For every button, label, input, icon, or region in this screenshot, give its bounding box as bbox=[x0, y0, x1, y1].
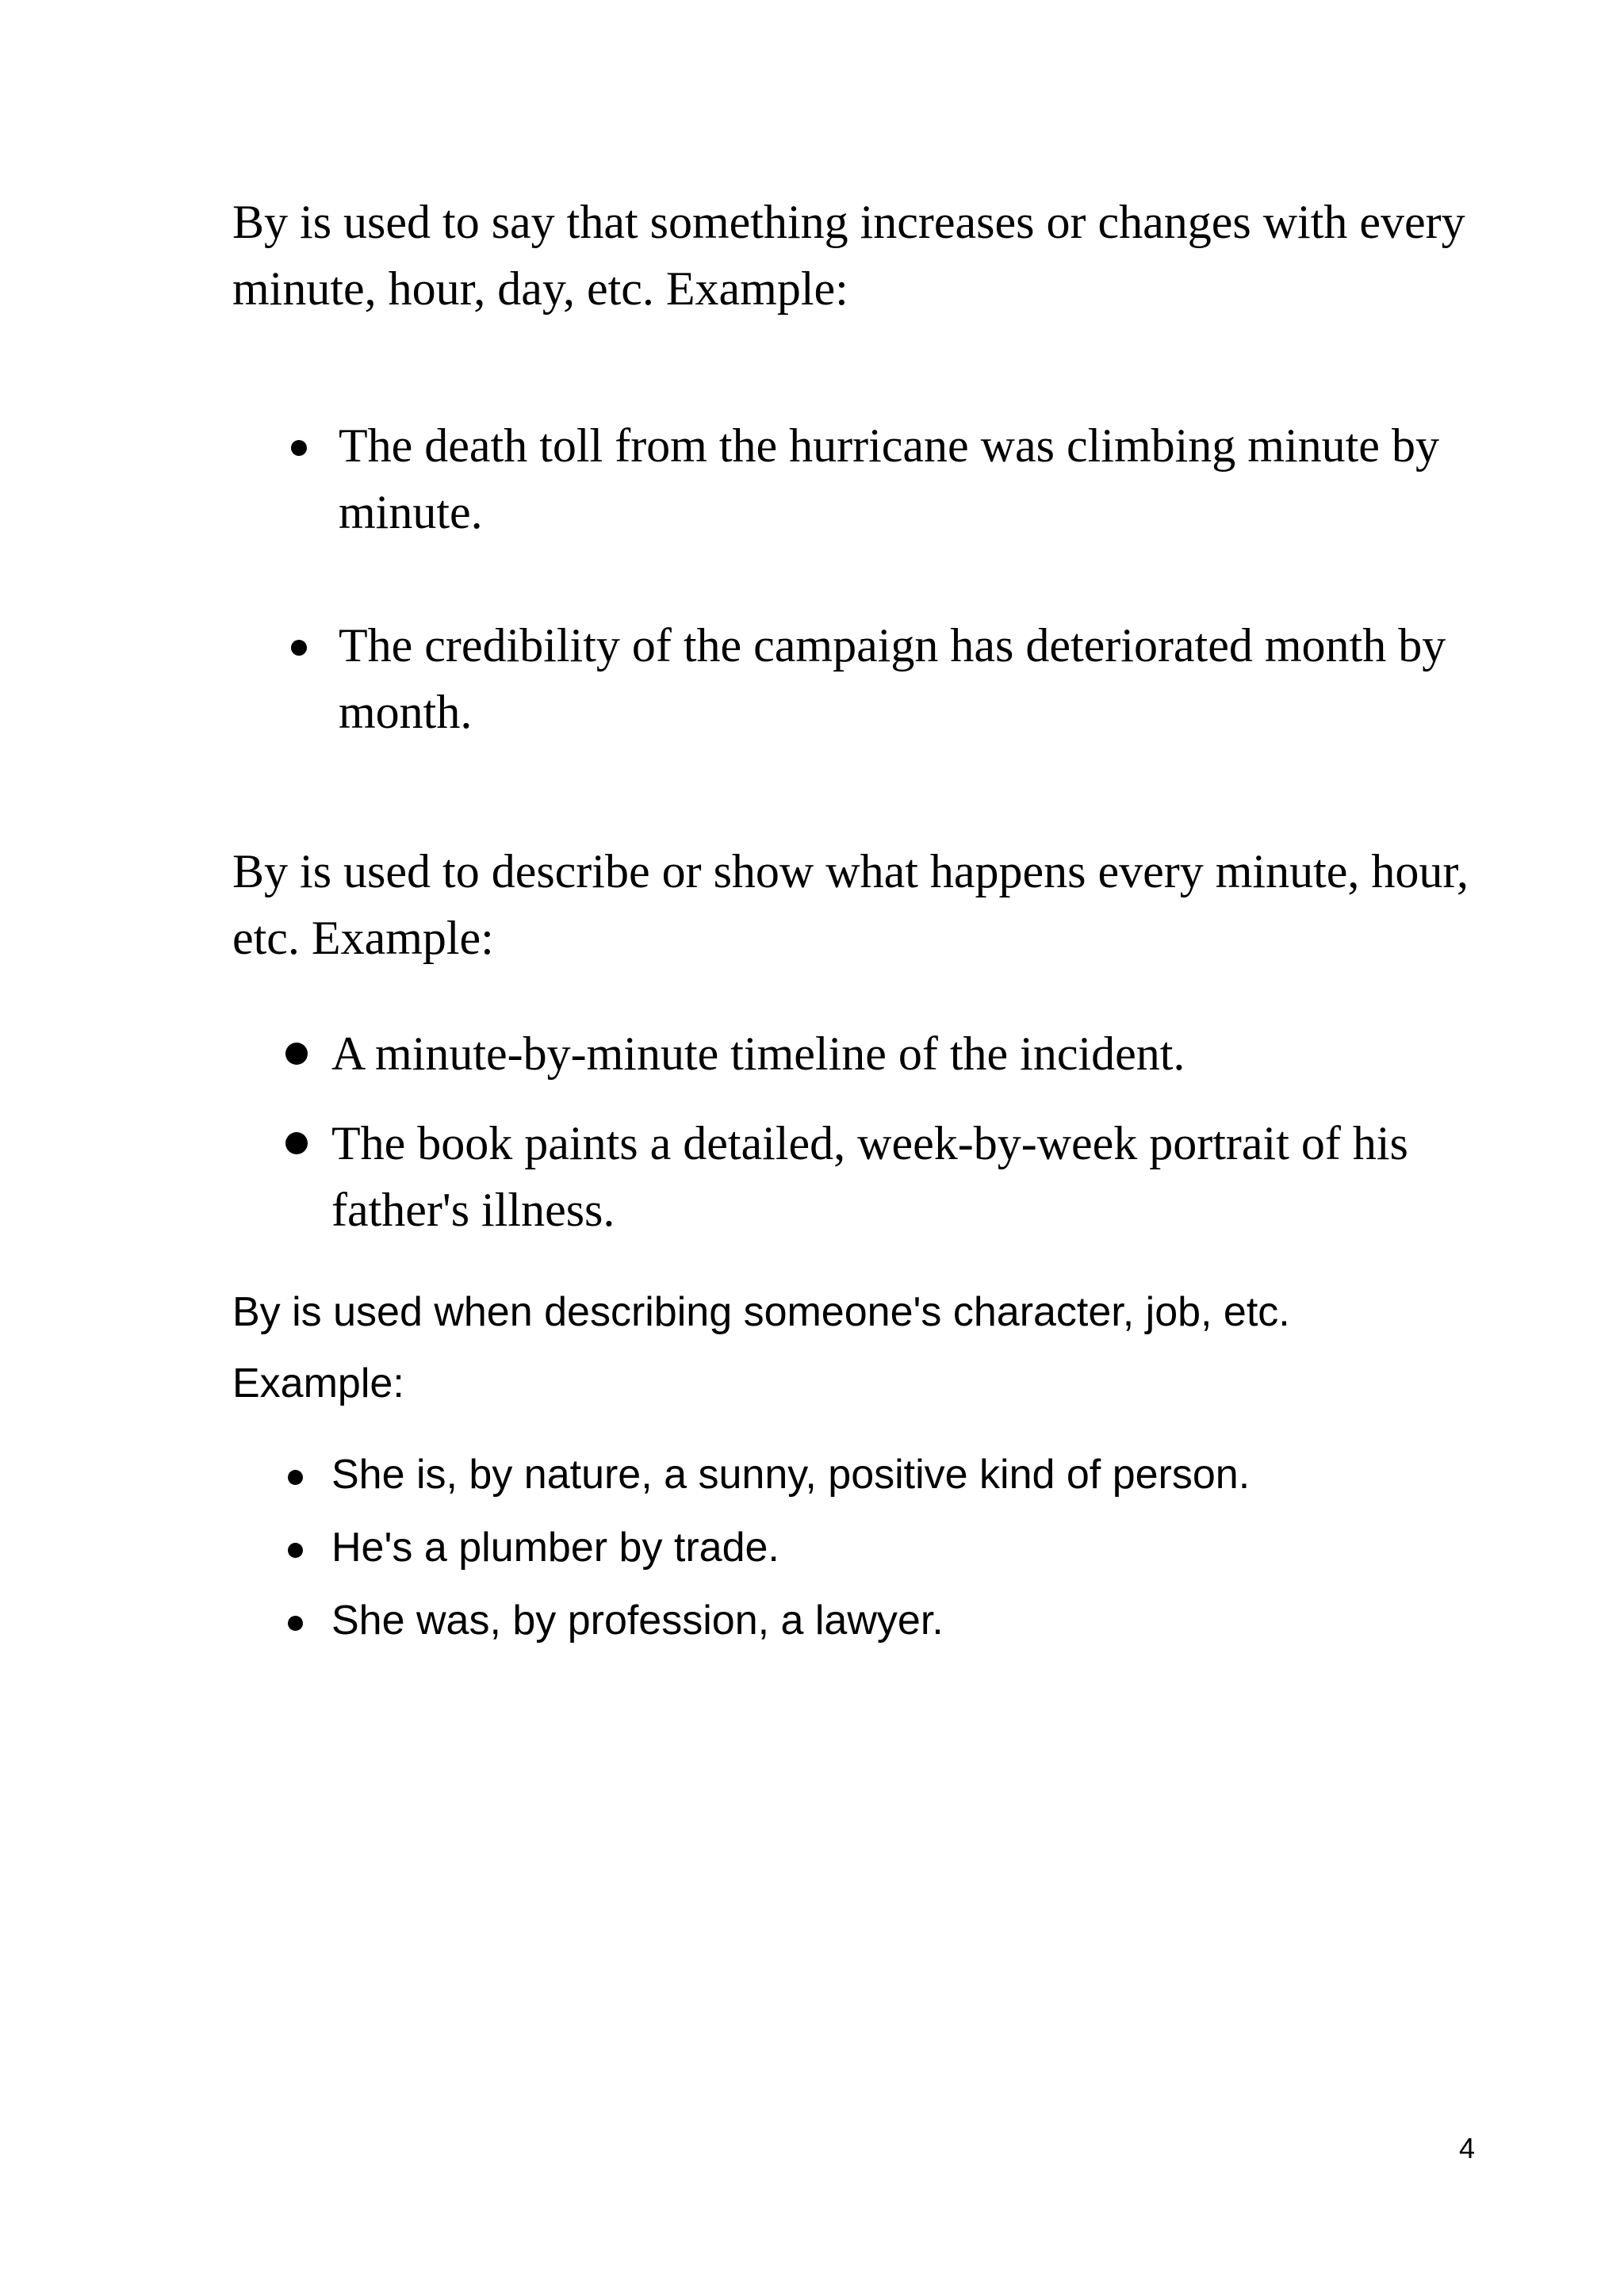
bullet-icon bbox=[291, 640, 307, 656]
list-item bbox=[339, 412, 1473, 545]
example-text: She is, by nature, a sunny, positive kind of person. bbox=[331, 1452, 1251, 1498]
example-text: The book paints a detailed, week-by-week portrait of his father's illness. bbox=[331, 1117, 1408, 1236]
section-2-examples bbox=[331, 1020, 1473, 1243]
section-1-examples bbox=[339, 412, 1473, 745]
page-number: 4 bbox=[1459, 2132, 1476, 2164]
example-text: The death toll from the hurricane was climbing minute by minute. bbox=[339, 419, 1439, 538]
bullet-icon bbox=[285, 1132, 308, 1154]
list-item bbox=[331, 1110, 1473, 1243]
section-1-intro: By is used to say that something increases or changes with every minute, hour, day, etc. Example: bbox=[232, 196, 1465, 315]
bullet-icon bbox=[288, 1543, 303, 1558]
list-item bbox=[331, 1438, 1473, 1511]
bullet-icon bbox=[288, 1470, 303, 1485]
example-text: The credibility of the campaign has deteriorated month by month. bbox=[339, 619, 1446, 738]
example-text: She was, by profession, a lawyer. bbox=[331, 1598, 944, 1644]
bullet-icon bbox=[288, 1616, 303, 1631]
example-text: A minute-by-minute timeline of the incident. bbox=[331, 1027, 1185, 1080]
list-item bbox=[331, 1511, 1473, 1584]
bullet-icon bbox=[285, 1043, 308, 1065]
list-item bbox=[339, 612, 1473, 745]
example-text: He's a plumber by trade. bbox=[331, 1525, 779, 1571]
list-item bbox=[331, 1584, 1473, 1657]
section-3-intro: By is used when describing someone's character, job, etc. Example: bbox=[232, 1289, 1290, 1406]
bullet-icon bbox=[291, 440, 307, 456]
section-2-intro: By is used to describe or show what happens every minute, hour, etc. Example: bbox=[232, 845, 1469, 964]
section-3-examples bbox=[331, 1438, 1473, 1657]
list-item bbox=[331, 1020, 1473, 1087]
